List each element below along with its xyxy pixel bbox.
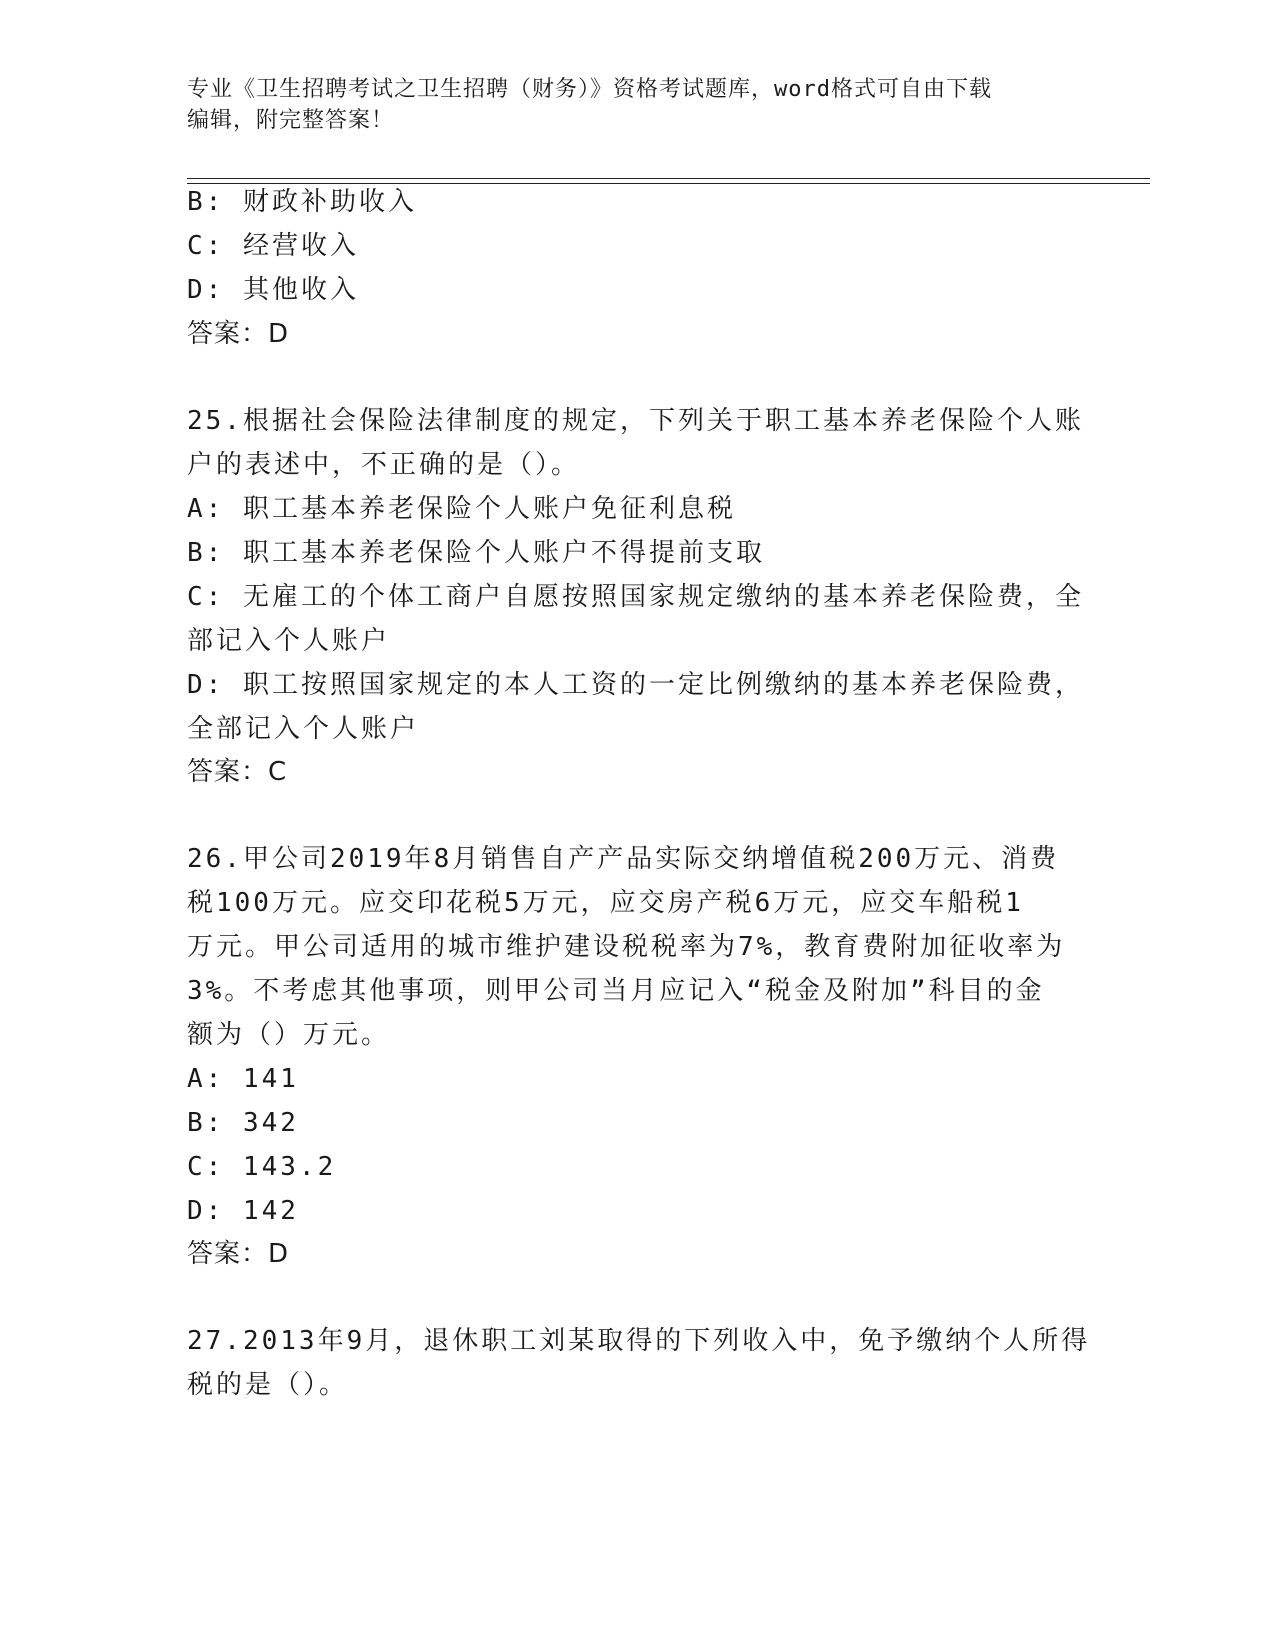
q25-option-c-line-1: C: 无雇工的个体工商户自愿按照国家规定缴纳的基本养老保险费，全 [187,582,1084,612]
q25-option-a: A: 职工基本养老保险个人账户免征利息税 [187,494,736,524]
q25-option-b: B: 职工基本养老保险个人账户不得提前支取 [187,538,765,568]
document-header [187,74,1087,136]
prev-option-d: D: 其他收入 [187,275,359,305]
header-rule-bottom [187,183,1150,184]
q26-option-a: A: 141 [187,1064,299,1094]
q26-stem-line-2: 税100万元。应交印花税5万元，应交房产税6万元，应交车船税1 [187,888,1024,918]
q27-stem-line-2: 税的是（）。 [187,1370,349,1400]
header-line-2: 编辑，附完整答案！ [187,108,395,133]
q25-stem-line-2: 户的表述中，不正确的是（）。 [187,450,581,480]
prev-option-b: B: 财政补助收入 [187,187,417,217]
q26-option-c: C: 143.2 [187,1152,337,1182]
q25-option-d-line-1: D: 职工按照国家规定的本人工资的一定比例缴纳的基本养老保险费， [187,670,1084,700]
q25-option-d-line-2: 全部记入个人账户 [187,714,420,744]
q26-option-d: D: 142 [187,1196,299,1226]
q26-stem-line-4: 3%。不考虑其他事项，则甲公司当月应记入“税金及附加”科目的金 [187,976,1045,1006]
q26-stem-line-3: 万元。甲公司适用的城市维护建设税税率为7%，教育费附加征收率为 [187,932,1066,962]
q27-stem-line-1: 27.2013年9月，退休职工刘某取得的下列收入中，免予缴纳个人所得 [187,1326,1091,1356]
q25-option-c-line-2: 部记入个人账户 [187,626,391,656]
prev-option-c: C: 经营收入 [187,231,359,261]
q26-stem-line-5: 额为（）万元。 [187,1020,391,1050]
q25-answer: 答案：C [187,757,288,787]
q26-option-b: B: 342 [187,1108,299,1138]
prev-answer: 答案：D [187,319,290,349]
header-rule-top [187,178,1150,179]
header-line-1: 专业《卫生招聘考试之卫生招聘（财务）》资格考试题库，word格式可自由下载 [187,77,992,102]
q25-stem-line-1: 25.根据社会保险法律制度的规定，下列关于职工基本养老保险个人账 [187,406,1084,436]
q26-answer: 答案：D [187,1239,290,1269]
q26-stem-line-1: 26.甲公司2019年8月销售自产产品实际交纳增值税200万元、消费 [187,844,1060,874]
